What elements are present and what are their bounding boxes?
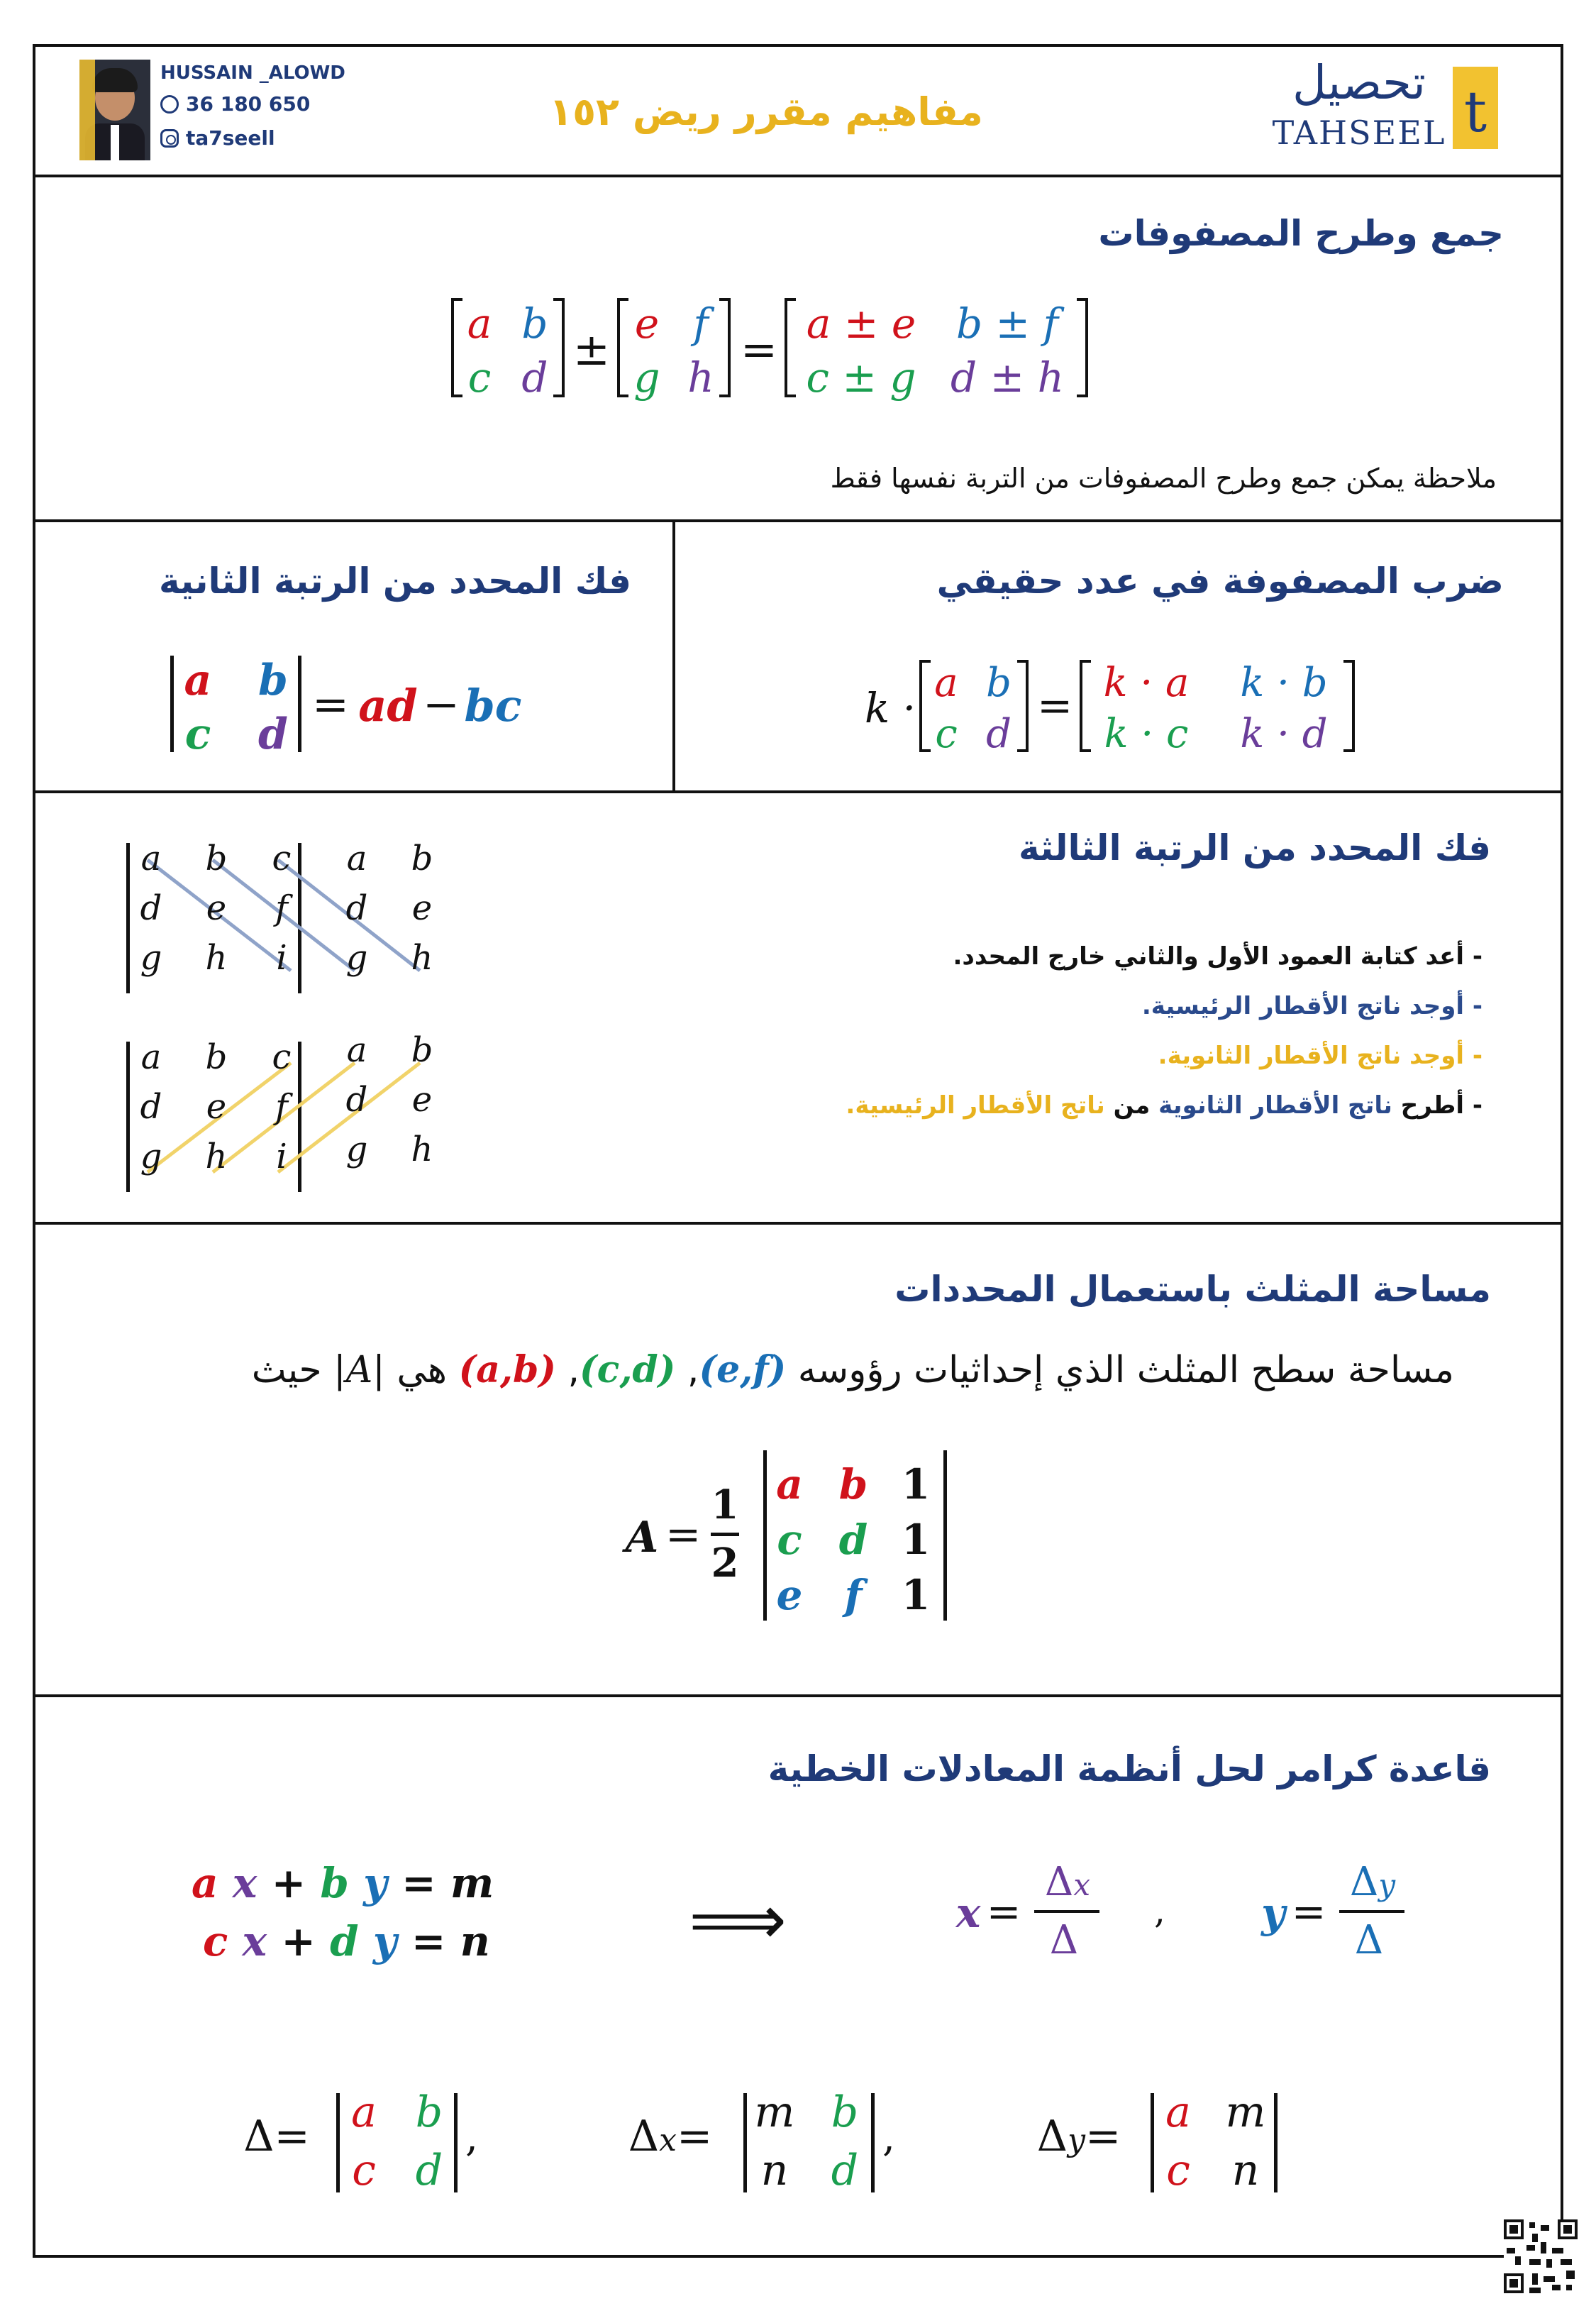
var-x: x	[232, 1859, 257, 1907]
point-cd: (c,d)	[580, 1348, 676, 1391]
delta-x-determinant: Δx= m b n d ,	[628, 2087, 895, 2195]
det3-step-2: - أوجد ناتج الأقطار الرئيسية.	[1141, 992, 1483, 1020]
divider	[672, 519, 675, 792]
det3-step-1: - أعد كتابة العمود الأول والثاني خارج المحدد.	[953, 942, 1483, 971]
section-title-scalar: ضرب المصفوفة في عدد حقيقي	[936, 561, 1504, 602]
divider	[33, 1222, 1563, 1225]
det2-equation: a b c d = ad − bc	[170, 656, 596, 755]
coef-d: d	[330, 1917, 359, 1965]
instagram-icon	[160, 129, 179, 148]
logo-arabic: تحصيل	[1292, 55, 1426, 110]
step4-part: - أطرح	[1392, 1091, 1483, 1120]
plus: +	[271, 1859, 306, 1907]
section-title-det3: فك المحدد من الرتبة الثالثة	[1018, 827, 1491, 868]
step4-part: من	[1104, 1091, 1159, 1120]
var-y: y	[372, 1917, 397, 1965]
sub-y: y	[1378, 1868, 1396, 1902]
det3-letters-1: a b c d e f g h i a b d e g h	[140, 839, 433, 978]
delta-y-determinant: Δy= a m c n	[1026, 2086, 1324, 2200]
coef-c: c	[203, 1917, 228, 1965]
scalar-r-3: k · d	[1240, 711, 1328, 757]
var-x: x	[242, 1917, 267, 1965]
area-sentence: مساحة سطح المثلث الذي إحداثيات رؤوسه (e,f), (c,d), (a,b) هي |A| حيث	[251, 1348, 1454, 1391]
det3-step-4	[709, 1091, 1483, 1120]
qr-code	[1504, 2219, 1578, 2293]
delta: Δ	[1036, 2112, 1068, 2161]
sub-x: x	[1073, 1868, 1091, 1902]
logo-mark	[1453, 67, 1498, 149]
area-text: مساحة سطح المثلث الذي إحداثيات رؤوسه	[797, 1349, 1454, 1391]
delta: Δ	[1044, 1859, 1074, 1905]
delta: Δ	[243, 2112, 275, 2161]
author-photo	[79, 60, 150, 160]
cramer-solution: x = Δx Δ , y = Δy Δ	[951, 1859, 1447, 1987]
divider	[33, 790, 1563, 793]
delta: Δ	[628, 2112, 660, 2161]
scalar-r-1: k · b	[1240, 660, 1328, 706]
section-title-cramer: قاعدة كرامر لحل أنظمة المعادلات الخطية	[767, 1748, 1491, 1789]
divider	[33, 519, 1563, 522]
step4-part: ناتج الأقطار الرئيسية.	[846, 1091, 1105, 1120]
add-sub-equation: a b c d ± e f g h = a ± e b ± f c ± g d ± h	[447, 298, 1156, 404]
const-n: n	[460, 1917, 490, 1965]
equals: =	[411, 1917, 446, 1965]
add-sub-note: ملاحظة يمكن جمع وطرح المصفوفات من التربة نفسها فقط	[830, 463, 1497, 494]
logo-mark-letter: t	[1463, 79, 1487, 145]
area-formula: A = 1 2 a b 1 c d 1 e f 1	[624, 1447, 993, 1632]
divider	[33, 175, 1563, 177]
delta-determinant: Δ= a b c d ,	[243, 2087, 478, 2195]
divider	[33, 1694, 1563, 1697]
plus: +	[281, 1917, 316, 1965]
point-ab: (a,b)	[458, 1348, 556, 1391]
section-title-det2: فك المحدد من الرتبة الثانية	[158, 561, 631, 602]
point-ef: (e,f)	[699, 1348, 787, 1391]
author-name: HUSSAIN _ALOWD	[160, 62, 345, 84]
phone-number: 36 180 650	[186, 92, 311, 116]
section-title-add-sub: جمع وطرح المصفوفات	[1098, 213, 1504, 254]
logo-english: TAHSEEL	[1272, 114, 1446, 152]
coef-b: b	[320, 1859, 349, 1907]
scalar-r-0: k · a	[1103, 660, 1190, 706]
whatsapp-icon	[160, 95, 179, 114]
const-m: m	[450, 1859, 494, 1907]
step4-part: ناتج الأقطار الثانوية	[1158, 1091, 1392, 1120]
area-text: حيث	[251, 1349, 322, 1391]
sub-y: y	[1068, 2122, 1085, 2158]
sub-x: x	[659, 2122, 677, 2158]
instagram-handle: ta7seell	[186, 126, 275, 150]
implies-arrow: ⟹	[689, 1880, 787, 1960]
area-text: هي	[397, 1349, 448, 1391]
page-title: مفاهيم مقرر ريض ١٥٢	[549, 89, 983, 134]
equals: =	[401, 1859, 436, 1907]
cramer-system	[192, 1859, 518, 1980]
coef-a: a	[192, 1859, 218, 1907]
scalar-equation: k · a b c d = k · a k · b k · c k · d	[851, 660, 1490, 759]
det3-letters-2: a b c d e f g h i a b d e g h	[140, 1030, 433, 1176]
section-title-area: مساحة المثلث باستعمال المحددات	[894, 1269, 1491, 1310]
det3-step-3: - أوجد ناتج الأقطار الثانوية.	[1158, 1042, 1483, 1070]
abs-A: |A|	[333, 1349, 385, 1391]
var-y: y	[363, 1859, 387, 1907]
scalar-r-2: k · c	[1104, 711, 1189, 757]
delta: Δ	[1349, 1859, 1379, 1905]
